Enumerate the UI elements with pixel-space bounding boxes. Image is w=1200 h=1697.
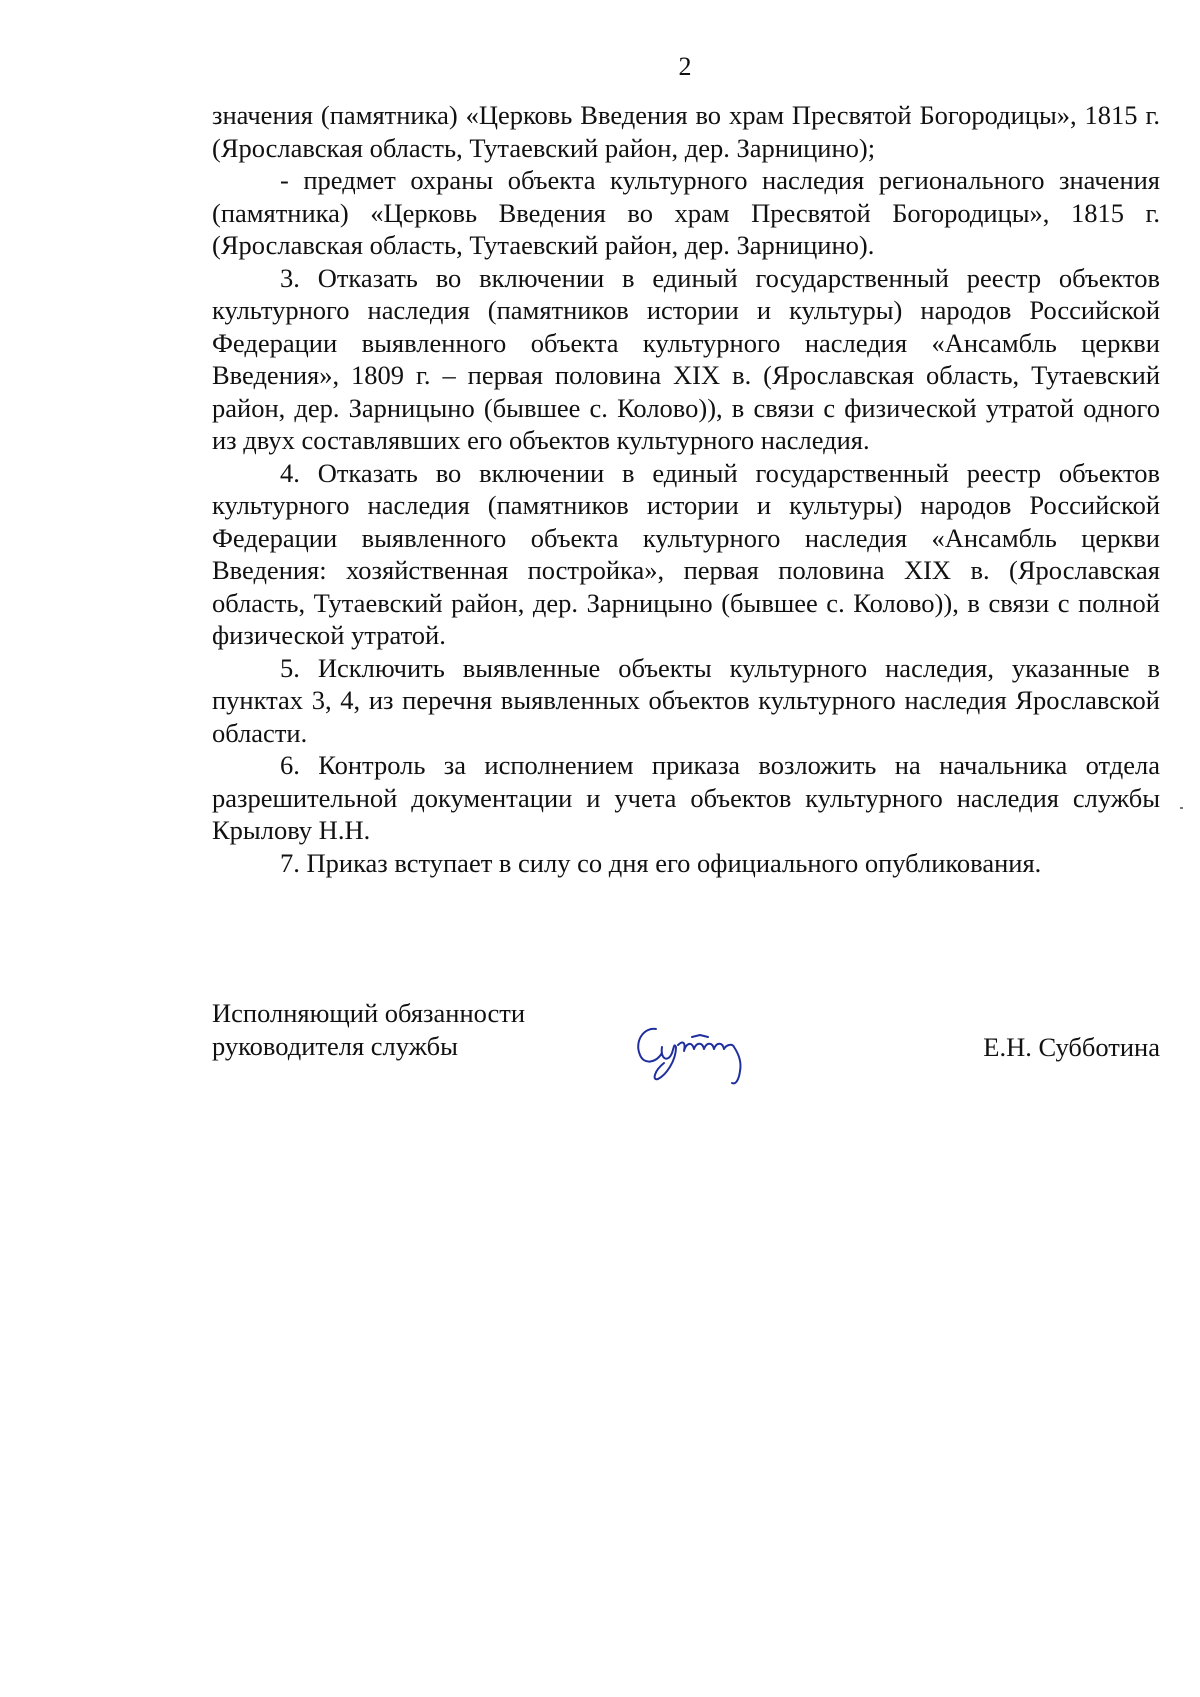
scan-speck [1180, 807, 1183, 809]
signature-block [212, 997, 1160, 1117]
paragraph-item-4: 4. Отказать во включении в единый государственный реестр объектов культурного наследия (памятников истории и культуры) народов Российской Федерации выявленного объекта культурного наследия «Ансамбль церкви Введения: хозяйственная постройка», первая половина XIX в. (Ярославская область, Тутаевский район, дер. Зарницыно (бывшее с. Колово)), в связи с полной физической утратой. [212, 457, 1160, 650]
document-body [212, 99, 1160, 879]
paragraph-continuation: значения (памятника) «Церковь Введения во храм Пресвятой Богородицы», 1815 г. (Ярославская область, Тутаевский район, дер. Зарницино); [212, 100, 1160, 163]
signer-title [212, 997, 592, 1062]
paragraph-item-3: 3. Отказать во включении в единый государственный реестр объектов культурного наследия (памятников истории и культуры) народов Российской Федерации выявленного объекта культурного наследия «Ансамбль церкви Введения», 1809 г. – первая половина XIX в. (Ярославская область, Тутаевский район, дер. Зарницыно (бывшее с. Колово)), в связи с физической утратой одного из двух составлявших его объектов культурного наследия. [212, 262, 1160, 455]
signer-name: Е.Н. Субботина [983, 1032, 1160, 1062]
paragraph-protection-subject: - предмет охраны объекта культурного наследия регионального значения (памятника) «Церковь Введения во храм Пресвятой Богородицы», 1815 г. (Ярославская область, Тутаевский район, дер. Зарницино). [212, 165, 1160, 260]
signer-title-line-1: Исполняющий обязанности [212, 998, 526, 1028]
handwritten-signature [630, 1017, 760, 1087]
paragraph-item-5: 5. Исключить выявленные объекты культурного наследия, указанные в пунктах 3, 4, из перечня выявленных объектов культурного наследия Ярославской области. [212, 652, 1160, 748]
signer-title-line-2: руководителя службы [212, 1030, 458, 1061]
paragraph-item-6: 6. Контроль за исполнением приказа возложить на начальника отдела разрешительной документации и учета объектов культурного наследия службы Крылову Н.Н. [212, 750, 1160, 845]
paragraph-item-7: 7. Приказ вступает в силу со дня его официального опубликования. [280, 847, 1042, 878]
page-number: 2 [678, 52, 692, 81]
signature-stroke [638, 1029, 740, 1084]
